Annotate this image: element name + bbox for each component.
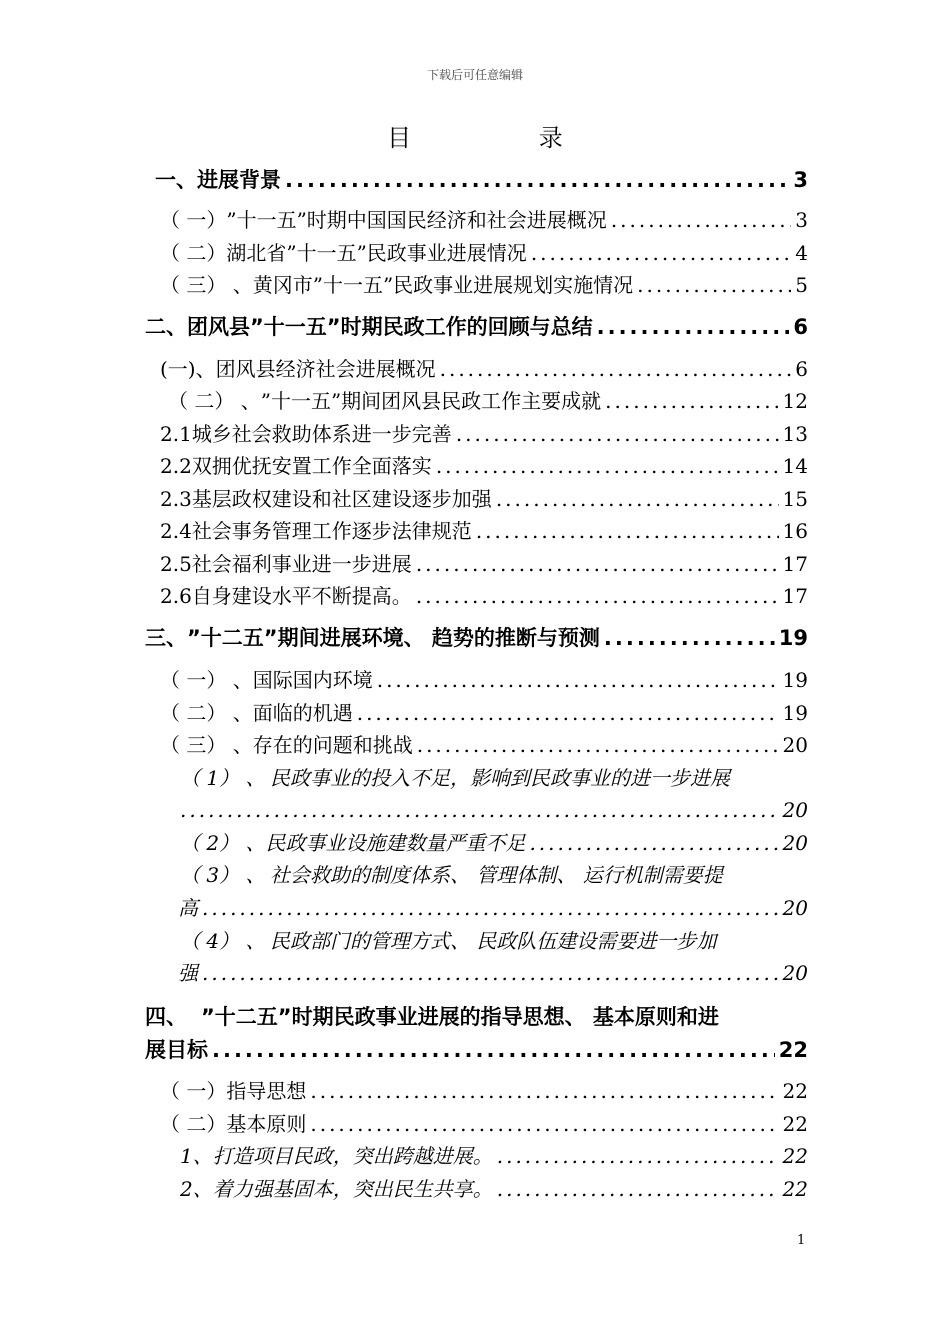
toc-entry[interactable] xyxy=(145,623,808,653)
toc-entry-page: 20 xyxy=(782,961,808,985)
toc-entry-page: 20 xyxy=(782,733,808,757)
toc-entry-number: （ 1） 、 xyxy=(180,766,266,790)
toc-leader-dots xyxy=(417,730,779,760)
toc-leader-dots xyxy=(597,312,790,342)
toc-leader-dots xyxy=(456,419,779,449)
toc-entry-text: 自身建设水平不断提高。 xyxy=(191,584,412,608)
toc-entry-text: 团风县经济社会进展概况 xyxy=(215,357,436,381)
toc-entry-page: 5 xyxy=(795,273,808,297)
toc-entry[interactable] xyxy=(160,1109,808,1139)
toc-leader-dots xyxy=(637,270,791,300)
toc-entry[interactable] xyxy=(180,828,808,858)
toc-entry-text: 打造项目民政，突出跨越进展。 xyxy=(212,1144,493,1168)
toc-entry-text: ”十一五”期间团风县民政工作主要成就 xyxy=(260,389,602,413)
toc-entry[interactable] xyxy=(160,238,808,268)
toc-entry-text: 城乡社会救助体系进一步完善 xyxy=(191,422,452,446)
toc-entry[interactable] xyxy=(178,958,808,988)
toc-entry-number: （ 一） xyxy=(160,1079,227,1103)
toc-entry[interactable] xyxy=(180,1141,808,1171)
toc-entry[interactable] xyxy=(160,270,808,300)
toc-entry[interactable] xyxy=(160,419,808,449)
toc-entry-text: ”十一五”时期中国国民经济和社会进展概况 xyxy=(226,208,607,232)
toc-entry-page: 20 xyxy=(782,798,808,822)
toc-entry-number: (一)、 xyxy=(160,357,216,381)
toc-entry-text: 指导思想 xyxy=(226,1079,307,1103)
toc-entry-first-line[interactable] xyxy=(180,860,723,890)
toc-leader-dots xyxy=(497,1174,779,1204)
toc-entry-number: 2.1 xyxy=(160,422,192,446)
toc-entry[interactable] xyxy=(160,665,808,695)
toc-entry-number: 2.4 xyxy=(160,519,192,543)
toc-leader-dots xyxy=(357,698,779,728)
toc-entry-text: 社会福利事业进一步进展 xyxy=(191,552,412,576)
toc-entry-number: （ 一） 、 xyxy=(160,668,253,692)
toc-entry-first-line[interactable] xyxy=(180,763,730,793)
toc-entry-number: （ 3） 、 xyxy=(180,863,266,887)
toc-title: 目 录 xyxy=(387,124,623,152)
toc-entry-page: 19 xyxy=(782,668,808,692)
toc-leader-dots xyxy=(497,1141,779,1171)
toc-leader-dots xyxy=(416,549,779,579)
toc-leader-dots xyxy=(310,1076,778,1106)
toc-entry-text: 进展背景 xyxy=(197,168,281,192)
toc-entry-page: 22 xyxy=(782,1112,808,1136)
toc-entry[interactable] xyxy=(160,730,808,760)
toc-entry[interactable] xyxy=(145,1035,808,1065)
toc-entry-page: 6 xyxy=(793,315,808,339)
toc-leader-dots xyxy=(285,165,789,195)
toc-entry-number: （ 三） 、 xyxy=(160,733,253,757)
toc-entry-number: 2.6 xyxy=(160,584,192,608)
toc-entry-text: 社会事务管理工作逐步法律规范 xyxy=(191,519,472,543)
toc-entry[interactable] xyxy=(155,165,808,195)
toc-entry-number: （ 二） 、 xyxy=(168,389,261,413)
toc-entry-page: 17 xyxy=(782,584,808,608)
toc-entry[interactable] xyxy=(168,386,808,416)
toc-entry-text-continued: 高 xyxy=(178,896,198,920)
toc-entry-text: ”十二五”期间进展环境、 趋势的推断与预测 xyxy=(187,626,600,650)
toc-entry-page: 12 xyxy=(782,389,808,413)
toc-entry-first-line[interactable] xyxy=(145,1002,719,1032)
toc-entry-text: 民政事业的投入不足，影响到民政事业的进一步进展 xyxy=(270,766,730,790)
toc-entry-text-continued: 展目标 xyxy=(145,1038,208,1062)
toc-entry-number: （ 二） xyxy=(160,241,227,265)
toc-entry-number: 1、 xyxy=(180,1144,213,1168)
toc-entry-number: （ 2） 、 xyxy=(180,831,266,855)
toc-entry-page: 4 xyxy=(795,241,808,265)
toc-entry-page: 22 xyxy=(778,1038,808,1062)
toc-entry-number: 二、 xyxy=(145,315,187,339)
toc-entry-page: 17 xyxy=(782,552,808,576)
toc-entry[interactable] xyxy=(180,1174,808,1204)
toc-leader-dots xyxy=(202,893,779,923)
toc-entry[interactable] xyxy=(160,205,808,235)
toc-leader-dots xyxy=(180,795,779,825)
toc-leader-dots xyxy=(476,516,779,546)
toc-entry-page: 15 xyxy=(782,487,808,511)
toc-entry[interactable] xyxy=(160,549,808,579)
toc-entry-text: 面临的机遇 xyxy=(252,701,353,725)
toc-leader-dots xyxy=(604,623,775,653)
toc-leader-dots xyxy=(529,828,778,858)
toc-entry-text: 团风县”十一五”时期民政工作的回顾与总结 xyxy=(187,315,593,339)
toc-entry-number: 一、 xyxy=(155,168,197,192)
toc-leader-dots xyxy=(436,451,779,481)
toc-leader-dots xyxy=(531,238,791,268)
toc-entry-page: 22 xyxy=(782,1079,808,1103)
toc-entry-page: 13 xyxy=(782,422,808,446)
toc-entry-text: 民政事业设施建数量严重不足 xyxy=(265,831,526,855)
toc-entry-text-continued: 强 xyxy=(178,961,198,985)
toc-entry-page: 19 xyxy=(778,626,808,650)
toc-leader-dots xyxy=(611,205,791,235)
toc-entry-number: （ 一） xyxy=(160,208,227,232)
toc-entry-text: 民政部门的管理方式、 民政队伍建设需要进一步加 xyxy=(270,929,717,953)
toc-entry-page: 16 xyxy=(782,519,808,543)
toc-entry-number: （ 二） 、 xyxy=(160,701,253,725)
toc-entry-page: 20 xyxy=(782,896,808,920)
toc-entry-page: 6 xyxy=(795,357,808,381)
toc-entry-text: 湖北省”十一五”民政事业进展情况 xyxy=(226,241,527,265)
toc-entry-number: （ 4） 、 xyxy=(180,929,266,953)
toc-entry-number: 四、 xyxy=(145,1005,187,1029)
toc-leader-dots xyxy=(440,354,792,384)
toc-entry-text: 社会救助的制度体系、 管理体制、 运行机制需要提 xyxy=(270,863,723,887)
toc-entry-page: 19 xyxy=(782,701,808,725)
toc-entry[interactable] xyxy=(160,354,808,384)
toc-entry-text: 基本原则 xyxy=(226,1112,307,1136)
toc-entry-page: 20 xyxy=(782,831,808,855)
toc-entry-number: （ 三） 、 xyxy=(160,273,253,297)
toc-entry-number: （ 二） xyxy=(160,1112,227,1136)
toc-entry-text: 基层政权建设和社区建设逐步加强 xyxy=(191,487,492,511)
toc-entry[interactable] xyxy=(178,893,808,923)
toc-entry-text: 黄冈市”十一五”民政事业进展规划实施情况 xyxy=(252,273,634,297)
toc-entry[interactable] xyxy=(160,516,808,546)
toc-entry-number: 2.3 xyxy=(160,487,192,511)
toc-entry-text: 国际国内环境 xyxy=(252,668,373,692)
toc-leader-dots xyxy=(416,581,779,611)
toc-leader-dots xyxy=(202,958,779,988)
toc-entry[interactable] xyxy=(160,451,808,481)
toc-entry-text: 着力强基固本，突出民生共享。 xyxy=(212,1177,493,1201)
toc-entry-first-line[interactable] xyxy=(180,926,716,956)
toc-entry-page: 22 xyxy=(782,1144,808,1168)
toc-entry-text: 双拥优抚安置工作全面落实 xyxy=(191,454,432,478)
toc-leader-dots xyxy=(212,1035,775,1065)
toc-entry-text: ”十二五”时期民政事业进展的指导思想、 基本原则和进 xyxy=(201,1005,719,1029)
toc-entry[interactable] xyxy=(160,581,808,611)
toc-entry-text: 存在的问题和挑战 xyxy=(252,733,413,757)
toc-entry-number: 2.2 xyxy=(160,454,192,478)
toc-entry-number: 2.5 xyxy=(160,552,192,576)
toc-leader-dots xyxy=(310,1109,778,1139)
toc-entry[interactable] xyxy=(160,484,808,514)
toc-leader-dots xyxy=(496,484,779,514)
toc-entry[interactable] xyxy=(145,312,808,342)
toc-entry-number: 2、 xyxy=(180,1177,213,1201)
toc-entry-page: 3 xyxy=(795,208,808,232)
toc-entry[interactable] xyxy=(180,795,808,825)
toc-leader-dots xyxy=(377,665,779,695)
toc-entry-page: 3 xyxy=(793,168,808,192)
toc-leader-dots xyxy=(605,386,778,416)
page-header: 下载后可任意编辑 xyxy=(426,68,523,82)
toc-entry-page: 22 xyxy=(782,1177,808,1201)
toc-entry[interactable] xyxy=(160,698,808,728)
page-number: 1 xyxy=(797,1233,806,1248)
toc-entry[interactable] xyxy=(160,1076,808,1106)
toc-entry-page: 14 xyxy=(782,454,808,478)
toc-entry-number: 三、 xyxy=(145,626,187,650)
